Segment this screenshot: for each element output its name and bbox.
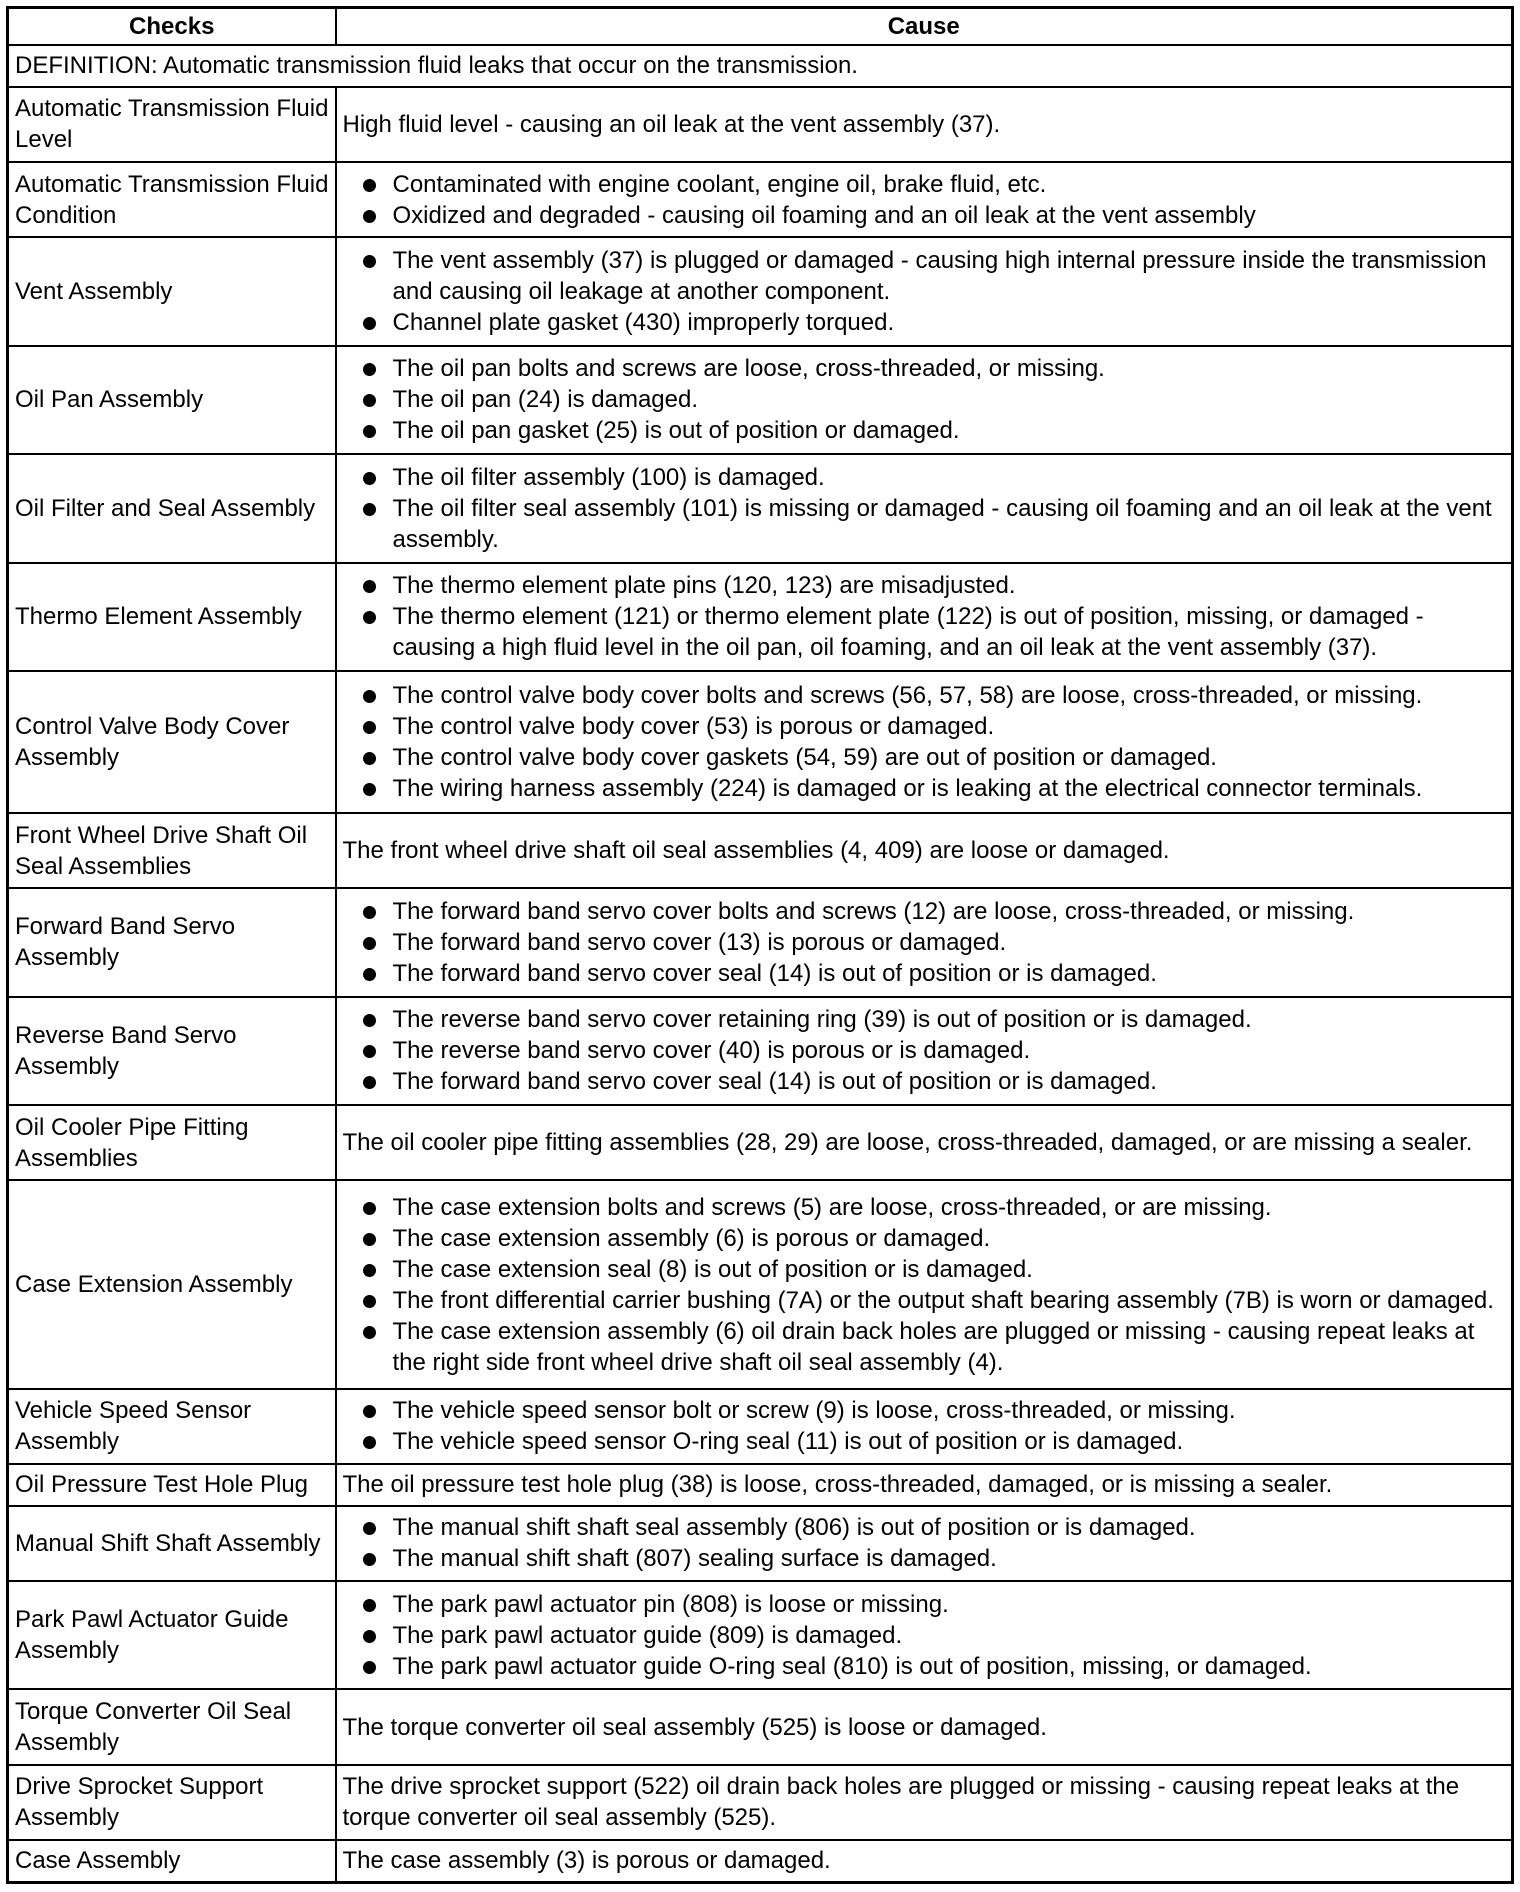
check-cell: Control Valve Body Cover Assembly: [8, 671, 336, 813]
cause-bullet: [343, 601, 1506, 663]
cause-bullet: [343, 200, 1506, 231]
bullet-dot-icon: [363, 783, 376, 796]
check-cell: Oil Pan Assembly: [8, 346, 336, 454]
cause-cell: The torque converter oil seal assembly (525) is loose or damaged.: [336, 1689, 1513, 1764]
cause-bullet: [343, 680, 1506, 711]
cause-bullet: [343, 1512, 1506, 1543]
cause-bullet-text: The oil filter assembly (100) is damaged.: [392, 463, 825, 491]
cause-cell: [336, 454, 1513, 562]
cause-cell: [336, 563, 1513, 671]
cause-bullet-text: The forward band servo cover bolts and screws (12) are loose, cross-threaded, or missing.: [392, 897, 1355, 925]
cause-bullet-list: [343, 1589, 1506, 1682]
cause-bullet: [343, 384, 1506, 415]
check-cell: Forward Band Servo Assembly: [8, 888, 336, 996]
bullet-dot-icon: [363, 1553, 376, 1566]
check-cell: Torque Converter Oil Seal Assembly: [8, 1689, 336, 1764]
definition-row: [8, 45, 1513, 87]
cause-cell: [336, 346, 1513, 454]
check-cell: Front Wheel Drive Shaft Oil Seal Assemblies: [8, 813, 336, 888]
cause-bullet-text: The case extension bolts and screws (5) are loose, cross-threaded, or are missing.: [392, 1193, 1272, 1221]
bullet-dot-icon: [363, 752, 376, 765]
table-row: [8, 1689, 1513, 1764]
cause-bullet: [343, 1316, 1506, 1378]
cause-bullet-text: The vent assembly (37) is plugged or damaged - causing high internal pressure inside the transmission and causing oil leakage at another component.: [392, 247, 1487, 305]
table-row: [8, 1389, 1513, 1464]
bullet-dot-icon: [363, 1045, 376, 1058]
bullet-dot-icon: [363, 906, 376, 919]
bullet-dot-icon: [363, 255, 376, 268]
table-row: [8, 671, 1513, 813]
table-row: [8, 346, 1513, 454]
cause-bullet-list: [343, 169, 1506, 231]
cause-bullet-text: The park pawl actuator pin (808) is loose or missing.: [392, 1590, 949, 1618]
cause-cell: The oil cooler pipe fitting assemblies (28, 29) are loose, cross-threaded, damaged, or are missing a sealer.: [336, 1105, 1513, 1180]
table-row: [8, 1506, 1513, 1581]
table-row: [8, 87, 1513, 162]
cause-bullet: [343, 1285, 1506, 1316]
cause-bullet: [343, 415, 1506, 446]
table-row: [8, 563, 1513, 671]
check-cell: Oil Pressure Test Hole Plug: [8, 1464, 336, 1506]
cause-bullet-text: The front differential carrier bushing (7A) or the output shaft bearing assembly (7B) is worn or damaged.: [392, 1286, 1494, 1314]
cause-bullet-text: The forward band servo cover seal (14) is out of position or is damaged.: [392, 959, 1157, 987]
table-row: [8, 1180, 1513, 1388]
cause-bullet-text: The control valve body cover (53) is porous or damaged.: [392, 713, 995, 741]
bullet-dot-icon: [363, 721, 376, 734]
cause-bullet-text: The wiring harness assembly (224) is damaged or is leaking at the electrical connector terminals.: [392, 775, 1423, 803]
cause-bullet: [343, 353, 1506, 384]
cause-bullet-text: The reverse band servo cover (40) is porous or is damaged.: [392, 1037, 1031, 1065]
cause-bullet-text: The manual shift shaft seal assembly (806) is out of position or is damaged.: [392, 1514, 1196, 1542]
cause-bullet: [343, 1192, 1506, 1223]
header-row: [8, 8, 1513, 46]
check-cell: Automatic Transmission Fluid Level: [8, 87, 336, 162]
check-cell: Case Assembly: [8, 1840, 336, 1883]
cause-bullet-text: The vehicle speed sensor bolt or screw (9) is loose, cross-threaded, or missing.: [392, 1397, 1236, 1425]
bullet-dot-icon: [363, 1436, 376, 1449]
bullet-dot-icon: [363, 1014, 376, 1027]
cause-bullet-text: The park pawl actuator guide O-ring seal (810) is out of position, missing, or damaged.: [392, 1652, 1312, 1680]
cause-cell: [336, 162, 1513, 237]
diagnostic-table: [6, 6, 1514, 1884]
bullet-dot-icon: [363, 1326, 376, 1339]
bullet-dot-icon: [363, 580, 376, 593]
cause-bullet-list: [343, 1512, 1506, 1574]
bullet-dot-icon: [363, 1264, 376, 1277]
cause-bullet-text: The case extension seal (8) is out of position or is damaged.: [392, 1255, 1033, 1283]
bullet-dot-icon: [363, 1202, 376, 1215]
cause-cell: The front wheel drive shaft oil seal assemblies (4, 409) are loose or damaged.: [336, 813, 1513, 888]
cause-bullet-list: [343, 680, 1506, 804]
cause-bullet-text: Channel plate gasket (430) improperly torqued.: [392, 309, 895, 336]
table-row: [8, 454, 1513, 562]
check-cell: Manual Shift Shaft Assembly: [8, 1506, 336, 1581]
cause-cell: [336, 1506, 1513, 1581]
table-body: [8, 45, 1513, 1883]
bullet-dot-icon: [363, 363, 376, 376]
table-row: [8, 813, 1513, 888]
table-row: [8, 1581, 1513, 1689]
check-cell: Oil Cooler Pipe Fitting Assemblies: [8, 1105, 336, 1180]
cause-bullet: [343, 1620, 1506, 1651]
cause-cell: [336, 1389, 1513, 1464]
cause-bullet: [343, 570, 1506, 601]
cause-bullet: [343, 1035, 1506, 1066]
bullet-dot-icon: [363, 317, 376, 330]
cause-bullet-text: The thermo element plate pins (120, 123) are misadjusted.: [392, 572, 1016, 600]
checks-header: Checks: [8, 8, 336, 46]
table-row: [8, 997, 1513, 1105]
table-row: [8, 162, 1513, 237]
bullet-dot-icon: [363, 1522, 376, 1535]
cause-bullet: [343, 1004, 1506, 1035]
cause-bullet: [343, 169, 1506, 200]
bullet-dot-icon: [363, 1630, 376, 1643]
cause-bullet: [343, 711, 1506, 742]
cause-bullet-text: The manual shift shaft (807) sealing surface is damaged.: [392, 1545, 997, 1573]
cause-bullet-text: The case extension assembly (6) oil drain back holes are plugged or missing - causing repeat leaks at the right side front wheel drive shaft oil seal assembly (4).: [392, 1317, 1475, 1376]
cause-bullet: [343, 927, 1506, 958]
cause-bullet: [343, 245, 1506, 307]
cause-cell: High fluid level - causing an oil leak at the vent assembly (37).: [336, 87, 1513, 162]
cause-bullet-text: The vehicle speed sensor O-ring seal (11) is out of position or is damaged.: [392, 1428, 1184, 1456]
cause-cell: [336, 1581, 1513, 1689]
bullet-dot-icon: [363, 179, 376, 192]
cause-bullet-text: The thermo element (121) or thermo element plate (122) is out of position, missing, or damaged - causing a high fluid level in the oil pan, oil foaming, and an oil leak at the vent assembly (37).: [392, 603, 1424, 662]
check-cell: Thermo Element Assembly: [8, 563, 336, 671]
cause-bullet: [343, 1395, 1506, 1426]
cause-header: Cause: [336, 8, 1513, 46]
table-row: [8, 888, 1513, 996]
bullet-dot-icon: [363, 1405, 376, 1418]
bullet-dot-icon: [363, 1599, 376, 1612]
cause-bullet: [343, 1066, 1506, 1097]
bullet-dot-icon: [363, 1295, 376, 1308]
cause-bullet: [343, 1651, 1506, 1682]
cause-bullet-text: Contaminated with engine coolant, engine oil, brake fluid, etc.: [392, 170, 1047, 198]
check-cell: Vehicle Speed Sensor Assembly: [8, 1389, 336, 1464]
cause-bullet: [343, 307, 1506, 338]
cause-bullet-text: Oxidized and degraded - causing oil foaming and an oil leak at the vent assembly: [392, 201, 1256, 229]
definition-text: DEFINITION: Automatic transmission fluid leaks that occur on the transmission.: [8, 45, 1513, 87]
cause-bullet-list: [343, 1004, 1506, 1097]
cause-bullet: [343, 896, 1506, 927]
cause-bullet: [343, 1589, 1506, 1620]
cause-bullet-text: The oil filter seal assembly (101) is missing or damaged - causing oil foaming and an oil leak at the vent assembly.: [392, 494, 1492, 553]
check-cell: Vent Assembly: [8, 237, 336, 345]
check-cell: Drive Sprocket Support Assembly: [8, 1765, 336, 1840]
check-cell: Automatic Transmission Fluid Condition: [8, 162, 336, 237]
cause-bullet: [343, 958, 1506, 989]
bullet-dot-icon: [363, 690, 376, 703]
table-row: [8, 237, 1513, 345]
cause-bullet: [343, 773, 1506, 804]
cause-bullet-text: The case extension assembly (6) is porous or damaged.: [392, 1224, 991, 1252]
cause-bullet: [343, 742, 1506, 773]
table-row: [8, 1840, 1513, 1883]
bullet-dot-icon: [363, 1661, 376, 1674]
cause-bullet-text: The control valve body cover bolts and screws (56, 57, 58) are loose, cross-threaded, or missing.: [392, 682, 1423, 710]
bullet-dot-icon: [363, 472, 376, 485]
cause-bullet-list: [343, 896, 1506, 989]
cause-bullet: [343, 462, 1506, 493]
cause-cell: The drive sprocket support (522) oil drain back holes are plugged or missing - causing repeat leaks at the torque converter oil seal assembly (525).: [336, 1765, 1513, 1840]
cause-bullet-text: The forward band servo cover seal (14) is out of position or is damaged.: [392, 1068, 1157, 1096]
cause-bullet-text: The forward band servo cover (13) is porous or damaged.: [392, 928, 1007, 956]
cause-bullet: [343, 1426, 1506, 1457]
table-row: [8, 1105, 1513, 1180]
bullet-dot-icon: [363, 503, 376, 516]
bullet-dot-icon: [363, 210, 376, 223]
table-row: [8, 1464, 1513, 1506]
cause-bullet-list: [343, 1395, 1506, 1457]
cause-cell: The oil pressure test hole plug (38) is loose, cross-threaded, damaged, or is missing a sealer.: [336, 1464, 1513, 1506]
bullet-dot-icon: [363, 1233, 376, 1246]
cause-bullet-list: [343, 245, 1506, 338]
cause-bullet-list: [343, 462, 1506, 555]
bullet-dot-icon: [363, 425, 376, 438]
cause-bullet-text: The oil pan bolts and screws are loose, cross-threaded, or missing.: [392, 355, 1105, 383]
bullet-dot-icon: [363, 394, 376, 407]
cause-cell: [336, 237, 1513, 345]
cause-bullet-text: The park pawl actuator guide (809) is damaged.: [392, 1621, 903, 1649]
bullet-dot-icon: [363, 968, 376, 981]
table-row: [8, 1765, 1513, 1840]
cause-cell: [336, 997, 1513, 1105]
bullet-dot-icon: [363, 937, 376, 950]
cause-bullet: [343, 1254, 1506, 1285]
check-cell: Case Extension Assembly: [8, 1180, 336, 1388]
cause-bullet-text: The control valve body cover gaskets (54, 59) are out of position or damaged.: [392, 744, 1217, 772]
cause-bullet: [343, 493, 1506, 555]
cause-cell: [336, 1180, 1513, 1388]
check-cell: Park Pawl Actuator Guide Assembly: [8, 1581, 336, 1689]
cause-cell: [336, 888, 1513, 996]
cause-cell: [336, 671, 1513, 813]
check-cell: Reverse Band Servo Assembly: [8, 997, 336, 1105]
cause-bullet-list: [343, 570, 1506, 663]
bullet-dot-icon: [363, 611, 376, 624]
cause-bullet: [343, 1543, 1506, 1574]
check-cell: Oil Filter and Seal Assembly: [8, 454, 336, 562]
cause-bullet-text: The oil pan (24) is damaged.: [392, 386, 699, 414]
cause-bullet-list: [343, 1192, 1506, 1378]
cause-bullet: [343, 1223, 1506, 1254]
cause-bullet-text: The reverse band servo cover retaining ring (39) is out of position or is damaged.: [392, 1006, 1252, 1034]
cause-bullet-text: The oil pan gasket (25) is out of position or damaged.: [392, 417, 960, 445]
cause-cell: The case assembly (3) is porous or damaged.: [336, 1840, 1513, 1883]
cause-bullet-list: [343, 353, 1506, 446]
bullet-dot-icon: [363, 1076, 376, 1089]
